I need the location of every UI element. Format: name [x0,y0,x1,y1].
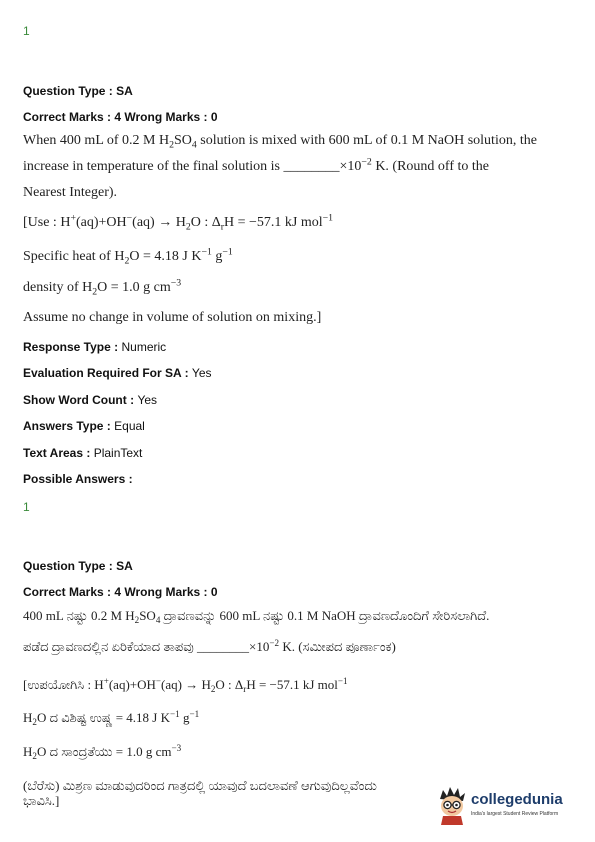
answers-type: Answers Type : Equal [23,419,145,433]
logo-name: collegedunia [471,791,563,808]
evaluation-required: Evaluation Required For SA : Yes [23,366,212,380]
density: density of $H_2O = 1.0$ g $cm^{-3}$ [23,277,182,298]
use-equation: [Use : $H^+(aq)+OH^-(aq) \to H_2O$ : $\Delta_rH = -57.1$ kJ mol$^{-1}$ [23,212,334,233]
possible-answer-value: 1 [23,500,30,514]
question-text-line: Nearest Integer). [23,185,118,200]
density: $H_2O$ ದ ಸಾಂದ್ರತೆಯು = 1.0 g $cm^{-3}$ [23,743,182,762]
question-text-line: increase in temperature of the final solution is $\_\_\_\_\_\_\_\_\times 10^{-2}$ K. (Round off to the [23,156,489,174]
marks-line: Correct Marks : 4 Wrong Marks : 0 [23,110,218,124]
question-type: Question Type : SA [23,84,133,98]
mascot-icon [435,785,469,825]
question-text-line: When 400 mL of 0.2 M $H_2SO_4$ solution is mixed with 600 mL of 0.1 M NaOH solution, the [23,133,537,151]
assumption: (ಬೆರೆಸು) ಮಿಶ್ರಣ ಮಾಡುವುದರಿಂದ ಗಾತ್ರದಲ್ಲಿ ಯಾವುದೆ ಬದಲಾವಣೆ ಆಗುವುದಿಲ್ಲವೆಂದು ಭಾವಿಸಿ.] [23,778,377,808]
question-text-line: ಪಡೆದ ದ್ರಾವಣದಲ್ಲಿನ ಏರಿಕೆಯಾದ ತಾಪವು $\_\_\_\_\_\_\_\_\times 10^{-2}$ K. (ಸಮೀಪದ ಪೂರ್ಣಾಂಕ) [23,638,396,654]
show-word-count: Show Word Count : Yes [23,393,158,407]
use-equation: [ಉಪಯೋಗಿಸಿ : $H^+(aq)+OH^-(aq) \to H_2O$ : $\Delta_rH = -57.1$ kJ mol$^{-1}$ [23,676,348,695]
specific-heat: $H_2O$ ದ ವಿಶಿಷ್ಟ ಉಷ್ಣ = 4.18 J $K^{-1}$ $g^{-1}$ [23,709,200,728]
specific-heat: Specific heat of $H_2O = 4.18$ J $K^{-1}$ $g^{-1}$ [23,246,233,267]
marks-line: Correct Marks : 4 Wrong Marks : 0 [23,585,218,599]
assumption: Assume no change in volume of solution on mixing.] [23,310,322,325]
logo-tagline: India's largest Student Review Platform [471,811,559,817]
question-text-line: 400 mL ನಷ್ಟು 0.2 M $H_2SO_4$ ದ್ರಾವಣವನ್ನು 600 mL ನಷ್ಟು 0.1 M NaOH ದ್ರಾವಣದೊಂದಿಗೆ ಸೇರಿಸಲಾಗಿದೆ. [23,608,490,626]
text-areas: Text Areas : PlainText [23,446,143,460]
possible-answers-label: Possible Answers : [23,472,133,486]
question-number: 1 [23,24,30,38]
response-type: Response Type : Numeric [23,340,167,354]
collegedunia-logo [435,783,585,827]
question-type: Question Type : SA [23,559,133,573]
